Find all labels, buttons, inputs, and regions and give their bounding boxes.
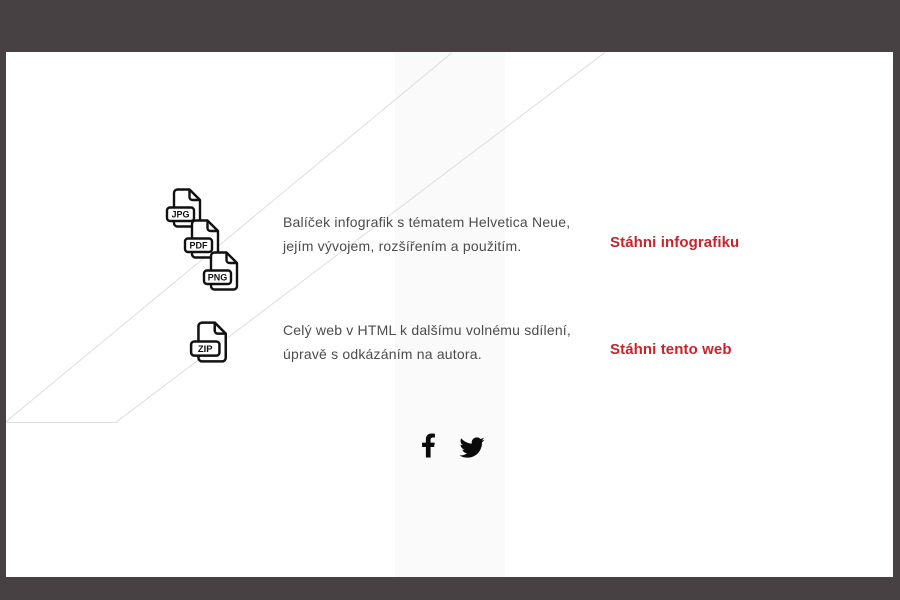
- download-web-link[interactable]: Stáhni tento web: [610, 341, 732, 358]
- description-line: úpravě s odkázáním na autora.: [283, 346, 482, 362]
- facebook-icon[interactable]: [421, 432, 436, 459]
- twitter-icon[interactable]: [457, 435, 487, 460]
- pdf-label: PDF: [189, 240, 208, 251]
- download-infographics-link[interactable]: Stáhni infografiku: [610, 234, 740, 251]
- downloads-section: [6, 52, 893, 577]
- infographics-description: [283, 210, 570, 258]
- description-line: Celý web v HTML k dalšímu volnému sdílení,: [283, 322, 571, 338]
- description-line: Balíček infografik s tématem Helvetica Neue,: [283, 214, 571, 230]
- description-line: jejím vývojem, rozšířením a použitím.: [283, 238, 522, 254]
- zip-file-icon: [189, 319, 231, 365]
- zip-label: ZIP: [197, 343, 213, 355]
- web-download-description: [283, 318, 571, 366]
- png-label: PNG: [207, 272, 228, 283]
- jpg-label: JPG: [171, 209, 190, 220]
- page-content: [6, 52, 893, 577]
- png-file-icon: [202, 250, 242, 292]
